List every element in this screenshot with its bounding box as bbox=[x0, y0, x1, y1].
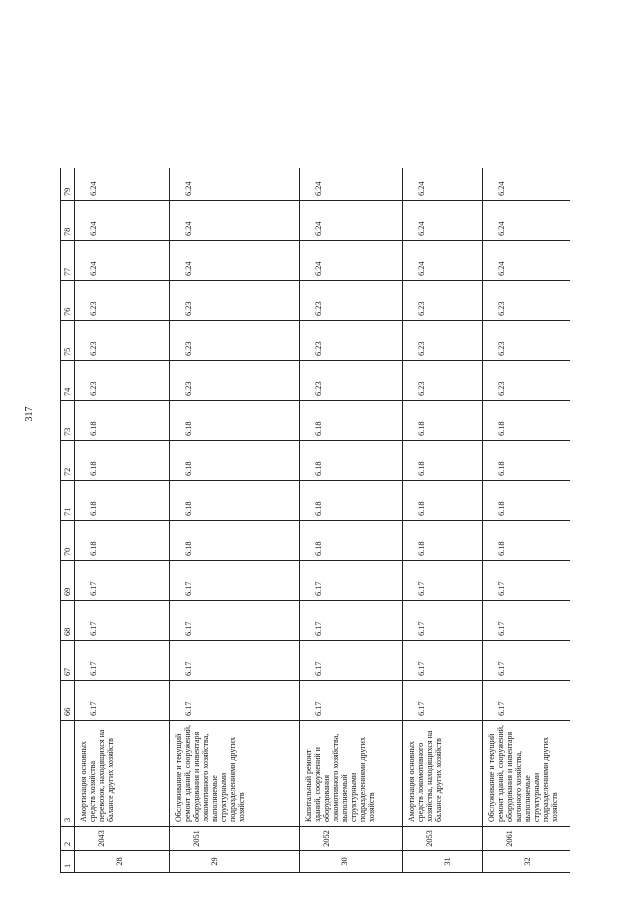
row-number: 30 bbox=[300, 851, 403, 873]
value-cell: 6.24 bbox=[483, 168, 571, 201]
value-cell: 6.23 bbox=[170, 321, 300, 361]
value-cell: 6.24 bbox=[403, 241, 483, 281]
header-cell: 66 bbox=[61, 681, 75, 721]
value-cell: 6.18 bbox=[300, 521, 403, 561]
value-cell: 6.24 bbox=[170, 241, 300, 281]
row-code: 2051 bbox=[170, 827, 300, 851]
value-cell: 6.24 bbox=[75, 201, 170, 241]
value-cell: 6.24 bbox=[75, 241, 170, 281]
value-cell: 6.23 bbox=[170, 281, 300, 321]
row-number: 31 bbox=[403, 851, 483, 873]
row-code: 2053 bbox=[403, 827, 483, 851]
value-cell: 6.18 bbox=[170, 521, 300, 561]
header-cell: 75 bbox=[61, 321, 75, 361]
value-cell: 6.23 bbox=[75, 361, 170, 401]
value-cell: 6.23 bbox=[75, 281, 170, 321]
header-cell: 69 bbox=[61, 561, 75, 601]
value-cell: 6.24 bbox=[170, 168, 300, 201]
value-cell: 6.18 bbox=[170, 401, 300, 441]
value-cell: 6.17 bbox=[403, 641, 483, 681]
table-row bbox=[75, 168, 170, 873]
header-cell: 76 bbox=[61, 281, 75, 321]
value-cell: 6.24 bbox=[300, 201, 403, 241]
value-cell: 6.17 bbox=[300, 561, 403, 601]
value-cell: 6.18 bbox=[300, 401, 403, 441]
document-table-container bbox=[60, 168, 570, 873]
row-code: 2061 bbox=[483, 827, 571, 851]
value-cell: 6.18 bbox=[403, 521, 483, 561]
value-cell: 6.23 bbox=[300, 281, 403, 321]
value-cell: 6.18 bbox=[403, 401, 483, 441]
page-number: 317 bbox=[24, 406, 35, 422]
value-cell: 6.18 bbox=[170, 481, 300, 521]
value-cell: 6.18 bbox=[75, 401, 170, 441]
value-cell: 6.23 bbox=[403, 361, 483, 401]
value-cell: 6.18 bbox=[75, 441, 170, 481]
row-code: 2043 bbox=[75, 827, 170, 851]
value-cell: 6.17 bbox=[170, 561, 300, 601]
value-cell: 6.17 bbox=[483, 681, 571, 721]
value-cell: 6.18 bbox=[483, 521, 571, 561]
value-cell: 6.23 bbox=[300, 321, 403, 361]
cost-allocation-table bbox=[60, 168, 570, 873]
value-cell: 6.17 bbox=[170, 681, 300, 721]
value-cell: 6.17 bbox=[403, 681, 483, 721]
value-cell: 6.17 bbox=[300, 641, 403, 681]
value-cell: 6.23 bbox=[483, 281, 571, 321]
value-cell: 6.24 bbox=[483, 201, 571, 241]
header-cell: 78 bbox=[61, 201, 75, 241]
header-cell: 3 bbox=[61, 721, 75, 827]
header-cell: 71 bbox=[61, 481, 75, 521]
value-cell: 6.17 bbox=[300, 681, 403, 721]
row-number: 32 bbox=[483, 851, 571, 873]
value-cell: 6.18 bbox=[170, 441, 300, 481]
row-number: 28 bbox=[75, 851, 170, 873]
value-cell: 6.17 bbox=[403, 601, 483, 641]
header-cell: 67 bbox=[61, 641, 75, 681]
value-cell: 6.23 bbox=[483, 321, 571, 361]
value-cell: 6.17 bbox=[170, 641, 300, 681]
row-description: Амортизация основных средств локомотивного хозяйства, находящихся на балансе других хозяйств bbox=[403, 721, 483, 827]
value-cell: 6.18 bbox=[75, 521, 170, 561]
header-cell: 1 bbox=[61, 851, 75, 873]
value-cell: 6.17 bbox=[75, 561, 170, 601]
header-cell: 70 bbox=[61, 521, 75, 561]
value-cell: 6.24 bbox=[170, 201, 300, 241]
value-cell: 6.18 bbox=[483, 441, 571, 481]
header-cell: 73 bbox=[61, 401, 75, 441]
row-description: Капитальный ремонт зданий, сооружений и оборудования локомотивного хозяйства, выполняемый структурными подразделениями других хозяйств bbox=[300, 721, 403, 827]
value-cell: 6.17 bbox=[170, 601, 300, 641]
value-cell: 6.18 bbox=[300, 441, 403, 481]
value-cell: 6.17 bbox=[75, 681, 170, 721]
header-cell: 68 bbox=[61, 601, 75, 641]
row-code: 2052 bbox=[300, 827, 403, 851]
value-cell: 6.18 bbox=[483, 481, 571, 521]
table-row bbox=[300, 168, 403, 873]
value-cell: 6.23 bbox=[75, 321, 170, 361]
value-cell: 6.17 bbox=[75, 601, 170, 641]
table-body bbox=[75, 168, 571, 873]
row-description: Обслуживание и текущий ремонт зданий, сооружений, оборудования и инвентаря локомотивного хозяйства, выполняемые структурными подразделениями других хозяйств bbox=[170, 721, 300, 827]
header-cell: 74 bbox=[61, 361, 75, 401]
value-cell: 6.18 bbox=[483, 401, 571, 441]
header-cell: 72 bbox=[61, 441, 75, 481]
table-row bbox=[403, 168, 483, 873]
value-cell: 6.17 bbox=[75, 641, 170, 681]
value-cell: 6.17 bbox=[403, 561, 483, 601]
header-cell: 77 bbox=[61, 241, 75, 281]
table-row bbox=[170, 168, 300, 873]
value-cell: 6.23 bbox=[403, 321, 483, 361]
value-cell: 6.17 bbox=[483, 641, 571, 681]
value-cell: 6.24 bbox=[300, 241, 403, 281]
value-cell: 6.18 bbox=[75, 481, 170, 521]
value-cell: 6.24 bbox=[403, 201, 483, 241]
value-cell: 6.18 bbox=[300, 481, 403, 521]
value-cell: 6.17 bbox=[300, 601, 403, 641]
value-cell: 6.24 bbox=[300, 168, 403, 201]
row-description: Обслуживание и текущий ремонт зданий, сооружений, оборудования и инвентаря вагонного хозяйства, выполняемые структурными подразделениями других хозяйств bbox=[483, 721, 571, 827]
value-cell: 6.23 bbox=[403, 281, 483, 321]
value-cell: 6.23 bbox=[300, 361, 403, 401]
header-cell: 79 bbox=[61, 168, 75, 201]
header-cell: 2 bbox=[61, 827, 75, 851]
value-cell: 6.17 bbox=[483, 561, 571, 601]
row-number: 29 bbox=[170, 851, 300, 873]
header-row bbox=[61, 168, 75, 873]
value-cell: 6.18 bbox=[403, 441, 483, 481]
value-cell: 6.23 bbox=[483, 361, 571, 401]
table-row bbox=[483, 168, 571, 873]
row-description: Амортизация основных средств хозяйства перевозок, находящихся на балансе других хозяйств bbox=[75, 721, 170, 827]
value-cell: 6.24 bbox=[75, 168, 170, 201]
value-cell: 6.24 bbox=[403, 168, 483, 201]
value-cell: 6.18 bbox=[403, 481, 483, 521]
value-cell: 6.24 bbox=[483, 241, 571, 281]
value-cell: 6.17 bbox=[483, 601, 571, 641]
table-header bbox=[61, 168, 75, 873]
value-cell: 6.23 bbox=[170, 361, 300, 401]
